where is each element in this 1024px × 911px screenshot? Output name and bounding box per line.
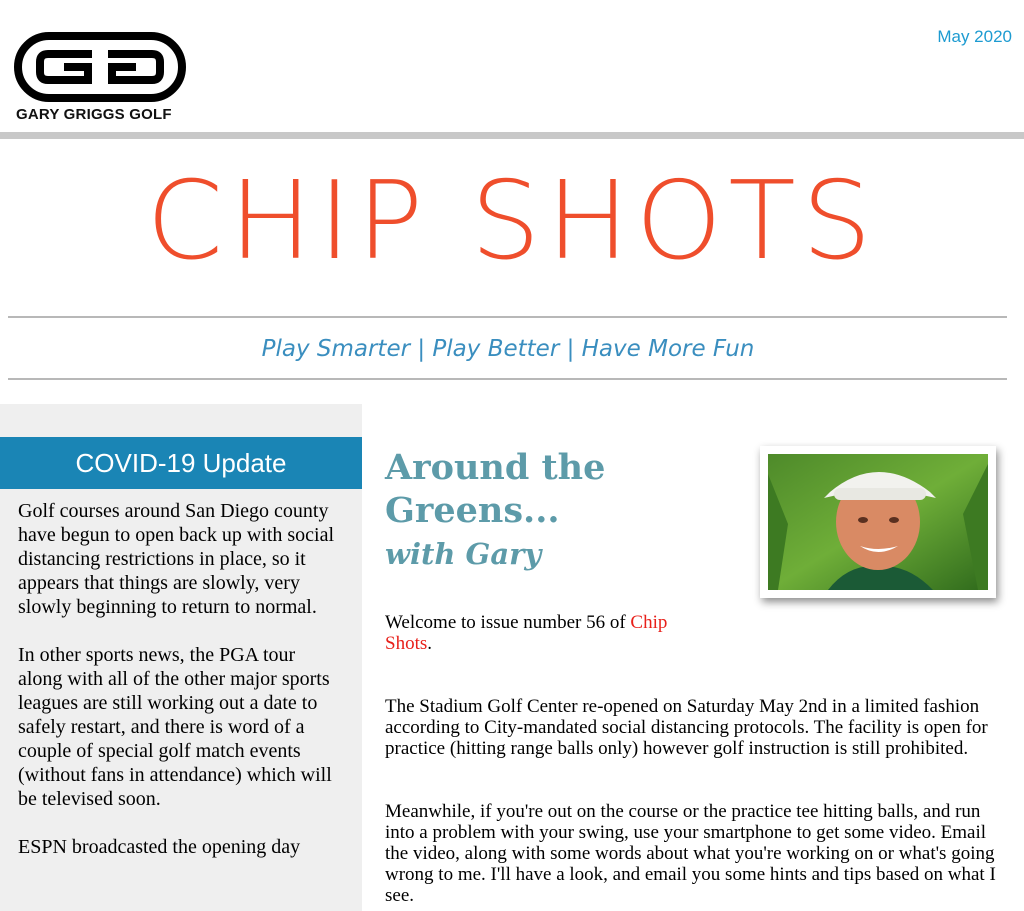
- newsletter-header: [0, 0, 1024, 132]
- main-article: [385, 404, 1010, 911]
- welcome-text: [385, 612, 715, 654]
- welcome-prefix: Welcome to issue number 56 of: [385, 612, 631, 633]
- sidebar-body: [18, 499, 338, 883]
- gg-logo-icon: [14, 32, 186, 102]
- sidebar-title: COVID-19 Update: [0, 437, 362, 489]
- article-title: Around the Greens...: [385, 447, 606, 531]
- header-divider: [0, 132, 1024, 139]
- logo-text: GARY GRIGGS GOLF: [16, 106, 172, 123]
- article-paragraph: The Stadium Golf Center re-opened on Saturday May 2nd in a limited fashion according to City-mandated social distancing protocols. The facility is open for practice (hitting range balls only) however golf instruction is still prohibited.: [385, 696, 988, 759]
- tagline-rule-top: [8, 316, 1007, 318]
- welcome-suffix: .: [427, 633, 432, 654]
- sidebar-paragraph: ESPN broadcasted the opening day: [18, 836, 301, 858]
- chip-shots-link[interactable]: Chip Shots: [385, 612, 668, 654]
- tagline: Play Smarter | Play Better | Have More Fun: [261, 336, 755, 362]
- logo[interactable]: [14, 32, 186, 124]
- article-paragraph: Meanwhile, if you're out on the course or the practice tee hitting balls, and run into a problem with your swing, use your smartphone to get some video. Email the video, along with some words about what you're working on or what's going wrong to me. I'll have a look, and email you some hints and tips based on what I see.: [385, 801, 996, 906]
- author-photo: [768, 454, 988, 590]
- portrait-image-icon: [768, 454, 988, 590]
- tagline-rule-bottom: [8, 378, 1007, 380]
- masthead-title: CHIP SHOTS: [146, 159, 878, 284]
- sidebar: [0, 404, 362, 911]
- issue-date: May 2020: [937, 27, 1012, 46]
- author-photo-frame: [760, 446, 996, 598]
- article-subtitle: with Gary: [385, 537, 542, 571]
- sidebar-paragraph: Golf courses around San Diego county have begun to open back up with social distancing restrictions in place, so it appears that things are slowly, very slowly beginning to return to normal.: [18, 500, 335, 618]
- sidebar-paragraph: In other sports news, the PGA tour along with all of the other major sports leagues are still working out a date to safely restart, and there is word of a couple of special golf match events (without fans in attendance) which will be televised soon.: [18, 644, 332, 810]
